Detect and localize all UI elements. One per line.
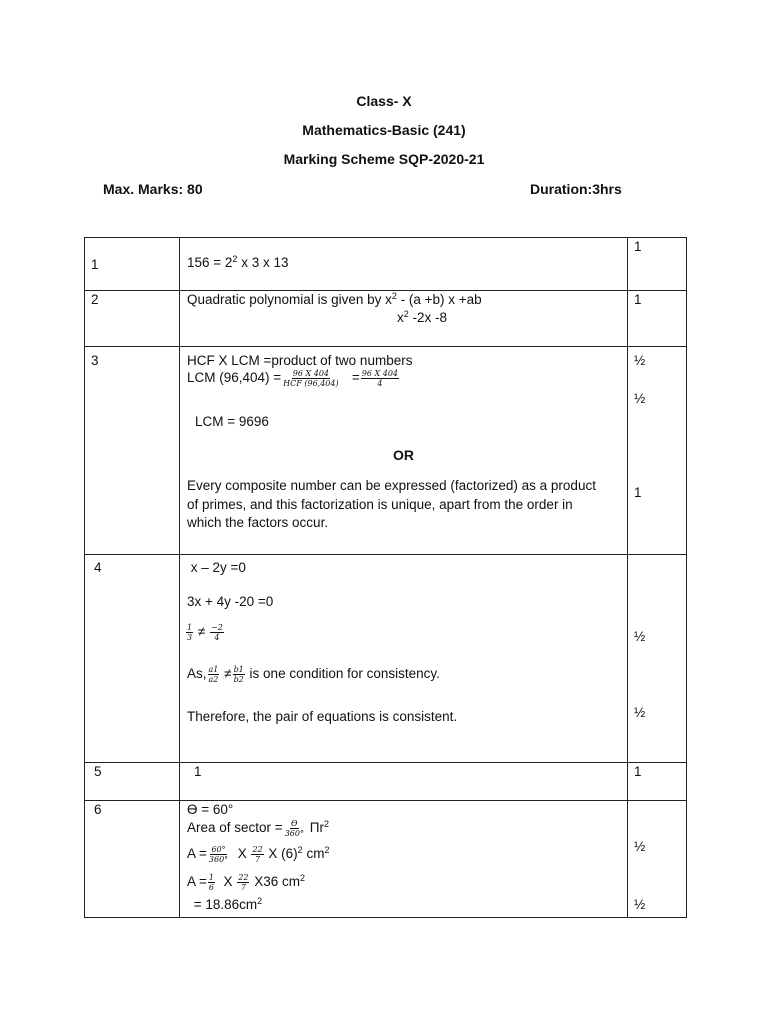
mark-value: 1 (634, 764, 642, 779)
mark-value: ½ (634, 839, 646, 854)
question-number-cell (85, 291, 180, 347)
answer-line-1: Quadratic polynomial is given by $x^2 - (a +b)$ x +ab (187, 291, 482, 307)
area-formula: Area of sector = $\frac{ϴ}{360^\circ}$ $\Pi r^2$ (187, 819, 329, 838)
header-class: Class- X (356, 93, 412, 109)
alternative-answer: Every composite number can be expressed (factorized) as a product of primes, and this factorization is unique, apart from the order in which the factors occur. (187, 478, 596, 530)
fraction: $\frac{1}{6}$ (208, 873, 214, 892)
question-number: 5 (94, 764, 102, 779)
max-marks: Max. Marks: 80 (103, 181, 203, 197)
question-number: 1 (91, 257, 99, 272)
question-number-cell (85, 763, 180, 801)
table-row (85, 291, 687, 347)
question-number: 3 (91, 353, 99, 368)
fraction: $\frac{ϴ}{360^\circ}$ (284, 819, 304, 838)
consistency-condition: As, $\frac{a1}{a2}$ ≠ $\frac{b1}{b2}$ is one condition for consistency. (187, 665, 440, 684)
equation-2: 3x + 4y -20 =0 (187, 594, 274, 609)
mark-value: ½ (634, 391, 646, 406)
question-number: 2 (91, 292, 99, 307)
fraction: $\frac{1}{3}$ (187, 623, 193, 642)
ratio-comparison: $\frac{1}{3}$ ≠ $\frac{-2}{4}$ (187, 623, 223, 642)
table-row (85, 763, 687, 801)
question-number-cell (85, 238, 180, 291)
mark-value: ½ (634, 353, 646, 368)
answer-cell (180, 763, 628, 801)
fraction: $\frac{22}{7}$ (252, 845, 263, 864)
marks-cell (628, 801, 687, 918)
fraction: $\frac{a1}{a2}$ (208, 665, 219, 684)
question-number: 4 (94, 560, 102, 575)
fraction: $\frac{96 X 404}{4}$ (361, 369, 398, 388)
header-scheme: Marking Scheme SQP-2020-21 (283, 151, 485, 167)
mark-value: 1 (634, 485, 642, 500)
conclusion: Therefore, the pair of equations is consistent. (187, 709, 458, 724)
or-separator: OR (393, 447, 414, 463)
answer-cell (180, 291, 628, 347)
mark-value: 1 (634, 292, 642, 307)
answer-line-1: HCF X LCM =product of two numbers (187, 353, 413, 368)
duration: Duration:3hrs (530, 181, 622, 197)
table-row (85, 238, 687, 291)
fraction: $\frac{60^\circ}{360^\circ}$ (208, 845, 229, 864)
fraction: $\frac{-2}{4}$ (211, 623, 223, 642)
mark-value: ½ (634, 897, 646, 912)
theta-value: ϴ = 60° (187, 802, 234, 817)
answer-cell (180, 555, 628, 763)
table-row (85, 555, 687, 763)
question-number: 6 (94, 802, 102, 817)
answer-text: 1 (194, 764, 202, 779)
answer-line-2: $x^2$ -2x -8 (397, 309, 448, 325)
question-number-cell (85, 555, 180, 763)
question-number-cell (85, 347, 180, 555)
question-number-cell (85, 801, 180, 918)
equation-1: x – 2y =0 (187, 560, 246, 575)
answer-cell (180, 347, 628, 555)
fraction: $\frac{96 X 404}{\text{HCF (96,404)}}$ (283, 369, 339, 388)
marks-cell (628, 555, 687, 763)
area-simplified: A = $\frac{1}{6}$ X $\frac{22}{7}$ X36 $cm^2$ (187, 873, 306, 892)
answer-cell (180, 238, 628, 291)
mark-value: ½ (634, 629, 646, 644)
answer-cell (180, 801, 628, 918)
area-substitution: A = $\frac{60^\circ}{360^\circ}$ X $\frac{22}{7}$ X $(6)^2$ $cm^2$ (187, 845, 330, 864)
mark-value: ½ (634, 705, 646, 720)
header-subject: Mathematics-Basic (241) (302, 122, 466, 138)
marks-cell (628, 347, 687, 555)
table-row (85, 801, 687, 918)
marks-cell (628, 238, 687, 291)
marks-cell (628, 291, 687, 347)
lcm-result: LCM = 9696 (195, 414, 269, 429)
marking-scheme-table (84, 237, 687, 918)
fraction: $\frac{22}{7}$ (238, 873, 249, 892)
lcm-formula: LCM (96,404) = $\frac{96 X 404}{\text{HCF (96,404)}}$ = $\frac{96 X 404}{4}$ (187, 369, 398, 388)
table-row (85, 347, 687, 555)
area-result: = $18.86cm^2$ (190, 896, 263, 912)
answer-text: $156 = 2^2$ x 3 x 13 (187, 254, 289, 270)
marks-cell (628, 763, 687, 801)
fraction: $\frac{b1}{b2}$ (233, 665, 244, 684)
mark-value: 1 (634, 239, 642, 254)
